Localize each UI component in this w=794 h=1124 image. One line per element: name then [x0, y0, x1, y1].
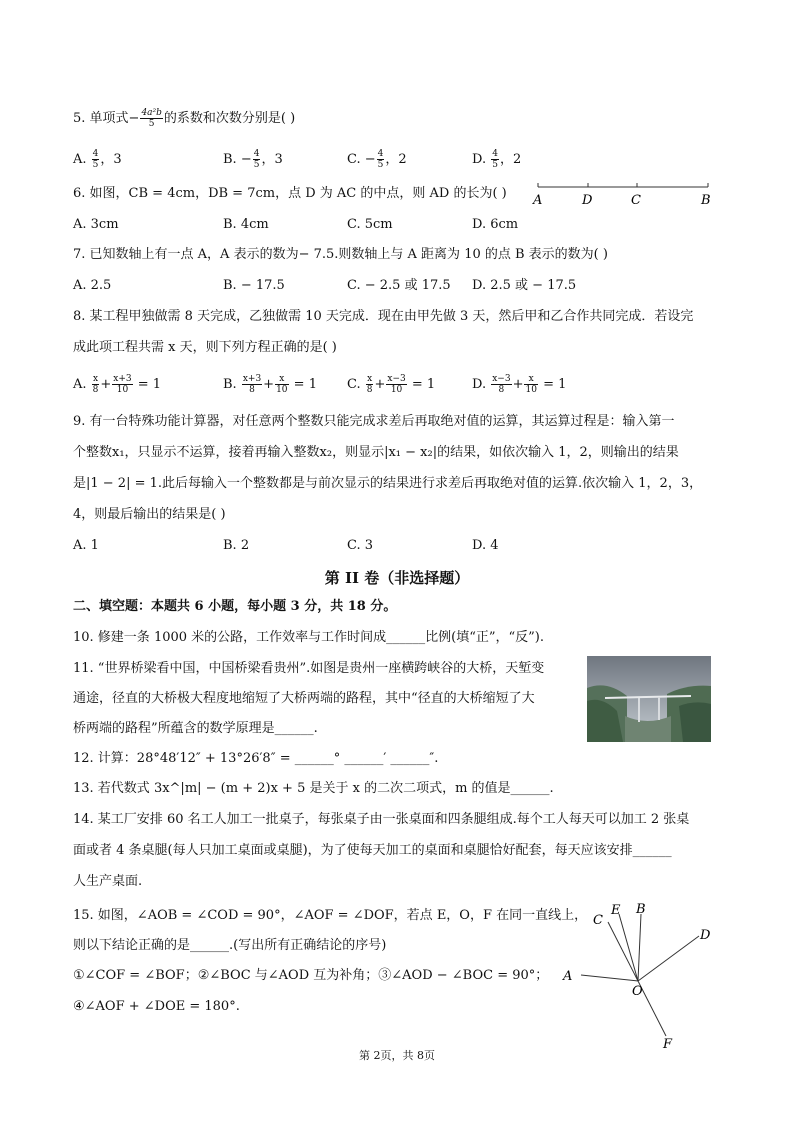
q9-option-d: D. 4 — [472, 538, 499, 553]
q5-fraction: $\frac{\text{4a²b}}{5}$ — [141, 108, 162, 129]
q5-option-d: D. $\frac{4}{5}$ ，2 — [472, 149, 522, 170]
bridge-photo — [587, 656, 711, 742]
q13: 13. 若代数式 3x^|m| − (m + 2)x + 5 是关于 x 的二次二项式，m 的值是______. — [73, 781, 554, 796]
q11-line1: 11. “世界桥梁看中国，中国桥梁看贵州”.如图是贵州一座横跨峡谷的大桥，天堑变 — [73, 661, 545, 676]
q9-option-a: A. 1 — [73, 538, 99, 553]
section-title: 第 II 卷（非选择题） — [324, 569, 470, 587]
q6-option-c: C. 5cm — [347, 217, 393, 232]
q5-stem: 5. 单项式− $\frac{\text{4a²b}}{5}$ 的系数和次数分别是( ) — [73, 108, 296, 129]
label-d: D — [700, 928, 711, 943]
label-c: C — [631, 193, 641, 208]
q8-option-d: D. $\frac{x-3}{8}$ + $\frac{x}{10}$ = 1 — [472, 374, 567, 395]
q14-line1: 14. 某工厂安排 60 名工人加工一批桌子，每张桌子由一张桌面和四条腿组成.每个工人每天可以加工 2 张桌 — [73, 812, 690, 827]
q6-stem: 6. 如图，CB = 4cm，DB = 7cm，点 D 为 AC 的中点，则 AD 的长为( ) — [73, 186, 507, 201]
q5-option-a: A. $\frac{4}{5}$ ，3 — [73, 149, 122, 170]
q7-option-b: B. − 17.5 — [223, 278, 285, 293]
q7-option-c: C. − 2.5 或 17.5 — [347, 278, 451, 293]
q7-option-d: D. 2.5 或 − 17.5 — [472, 278, 577, 293]
q6-option-b: B. 4cm — [223, 217, 269, 232]
q9-option-c: C. 3 — [347, 538, 374, 553]
label-a: A — [533, 193, 543, 208]
q7-option-a: A. 2.5 — [73, 278, 112, 293]
label-b: B — [701, 193, 711, 208]
label-d: D — [582, 193, 593, 208]
label-e: E — [611, 903, 621, 918]
q7-stem: 7. 已知数轴上有一点 A，A 表示的数为− 7.5.则数轴上与 A 距离为 10 的点 B 表示的数为( ) — [73, 247, 608, 262]
q8-line2: 成此项工程共需 x 天，则下列方程正确的是( ) — [73, 340, 337, 355]
q5-option-c: C. − $\frac{4}{5}$ ，2 — [347, 149, 407, 170]
q15-line2: 则以下结论正确的是______.(写出所有正确结论的序号) — [73, 938, 387, 953]
label-o: O — [632, 984, 643, 999]
q11-line2: 通途，径直的大桥极大程度地缩短了大桥两端的路程，其中“径直的大桥缩短了大 — [73, 691, 535, 706]
q9-line3: 是|1 − 2| = 1.此后每输入一个整数都是与前次显示的结果进行求差后再取绝对值的运算.依次输入 1，2，3， — [73, 476, 703, 491]
q15-angle-figure — [556, 896, 716, 1052]
label-f: F — [663, 1037, 673, 1052]
q10: 10. 修建一条 1000 米的公路，工作效率与工作时间成______比例(填“正”，“反”). — [73, 630, 545, 645]
q14-line2: 面或者 4 条桌腿(每人只加工桌面或桌腿)，为了使每天加工的桌面和桌腿恰好配套，每天应该安排______ — [73, 843, 672, 858]
section-heading: 二、填空题：本题共 6 小题，每小题 3 分，共 18 分。 — [73, 599, 397, 614]
q9-line2: 个整数x₁，只显示不运算，接着再输入整数x₂，则显示|x₁ − x₂|的结果，如依次输入 1，2，则输出的结果 — [73, 445, 679, 460]
label-b: B — [636, 902, 646, 917]
q6-option-d: D. 6cm — [472, 217, 519, 232]
q6-segment-figure — [528, 178, 718, 208]
q12: 12. 计算：28°48′12″ + 13°26′8″ = ______° ______′ ______″. — [73, 751, 439, 766]
q8-option-b: B. $\frac{x+3}{8}$ + $\frac{x}{10}$ = 1 — [223, 374, 317, 395]
page-footer: 第 2页，共 8页 — [359, 1049, 435, 1062]
q5-option-b: B. − $\frac{4}{5}$ ，3 — [223, 149, 283, 170]
q15-line1: 15. 如图，∠AOB = ∠COD = 90°，∠AOF = ∠DOF，若点 E，O，F 在同一直线上， — [73, 908, 588, 923]
q9-option-b: B. 2 — [223, 538, 250, 553]
q8-option-c: C. $\frac{x}{8}$ + $\frac{x-3}{10}$ = 1 — [347, 374, 436, 395]
q9-line1: 9. 有一台特殊功能计算器，对任意两个整数只能完成求差后再取绝对值的运算，其运算过程是：输入第一 — [73, 414, 675, 429]
q15-line3: ①∠COF = ∠BOF；②∠BOC 与∠AOD 互为补角；③∠AOD − ∠BOC = 90°； — [73, 968, 549, 983]
q8-line1: 8. 某工程甲独做需 8 天完成，乙独做需 10 天完成．现在由甲先做 3 天，然后甲和乙合作共同完成．若设完 — [73, 309, 694, 324]
q14-line3: 人生产桌面. — [73, 874, 143, 889]
label-a: A — [563, 969, 573, 984]
q8-option-a: A. $\frac{x}{8}$ + $\frac{x+3}{10}$ = 1 — [73, 374, 162, 395]
label-c: C — [593, 913, 603, 928]
q6-option-a: A. 3cm — [73, 217, 119, 232]
q15-line4: ④∠AOF + ∠DOE = 180°. — [73, 999, 240, 1014]
q9-line4: 4，则最后输出的结果是( ) — [73, 507, 226, 522]
q11-line3: 桥两端的路程”所蕴含的数学原理是______. — [73, 721, 318, 736]
